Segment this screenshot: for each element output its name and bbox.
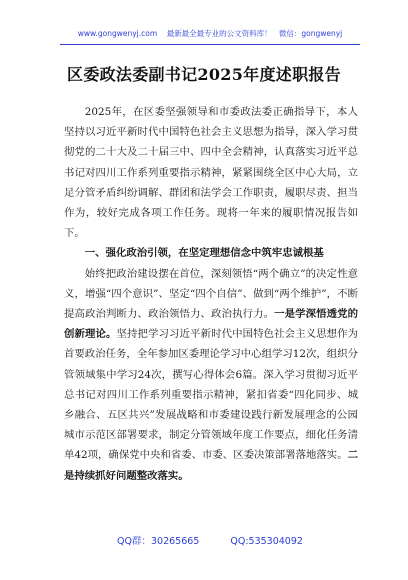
section-paragraph	[64, 264, 358, 486]
header-divider	[60, 44, 360, 45]
section-text-a: 始终把政治建设摆在首位，深刻领悟“两个确立”的决定性意义，增强“四个意识”、坚定“四个自信”、做到“两个维护”，不断提高政治判断力、政治领悟力、政治执行力。	[64, 267, 358, 321]
section-text-b: 坚持把学习习近平新时代中国特色社会主义思想作为首要政治任务，全年参加区委理论学习中心组学习12次，组织分管领域集中学习24次，撰写心得体会6篇。深入学习贯彻习近平总书记对四川工作系列重要指示精神，紧扣省委“四化同步、城乡融合、五区共兴”发展战略和市委建设践行新发展理念的公园城市示范区部署要求，制定分管领域年度工作要点，细化任务清单42项，确保党中央和省委、市委、区委决策部署落地落实。	[64, 328, 359, 462]
header-wechat: 微信：gongwenyj	[278, 29, 343, 38]
section-heading: 一、强化政治引领，在坚定理想信念中筑牢忠诚根基	[84, 247, 324, 260]
footer-qq-group: QQ群：30265665	[117, 536, 200, 547]
intro-paragraph: 2025年，在区委坚强领导和市委政法委正确指导下，本人坚持以习近平新时代中国特色社会主义思想为指导，深入学习贯彻党的二十大及二十届三中、四中全会精神，认真落实习近平总书记对四川工作系列重要指示精神，紧紧围绕全区中心大局，立足分管矛盾纠纷调解、群团和法学会工作职责，履职尽责、担当作为，较好完成各项工作任务。现将一年来的履职情况报告如下。	[64, 106, 358, 240]
header-tagline: 最新最全最专业的公文资料库！	[166, 29, 272, 38]
bold-point-2: 二是持续抓好问题整改落实。	[64, 449, 358, 482]
footer-qq: QQ:535304092	[230, 536, 303, 547]
website-link[interactable]: www.gongwenyj.com	[77, 29, 158, 38]
document-title: 区委政法委副书记2025年度述职报告	[67, 65, 341, 84]
header-bar	[60, 28, 360, 39]
document-body	[64, 102, 358, 486]
footer-bar	[60, 533, 360, 547]
bold-point-1: 一是学深悟透党的创新理论。	[64, 308, 359, 341]
